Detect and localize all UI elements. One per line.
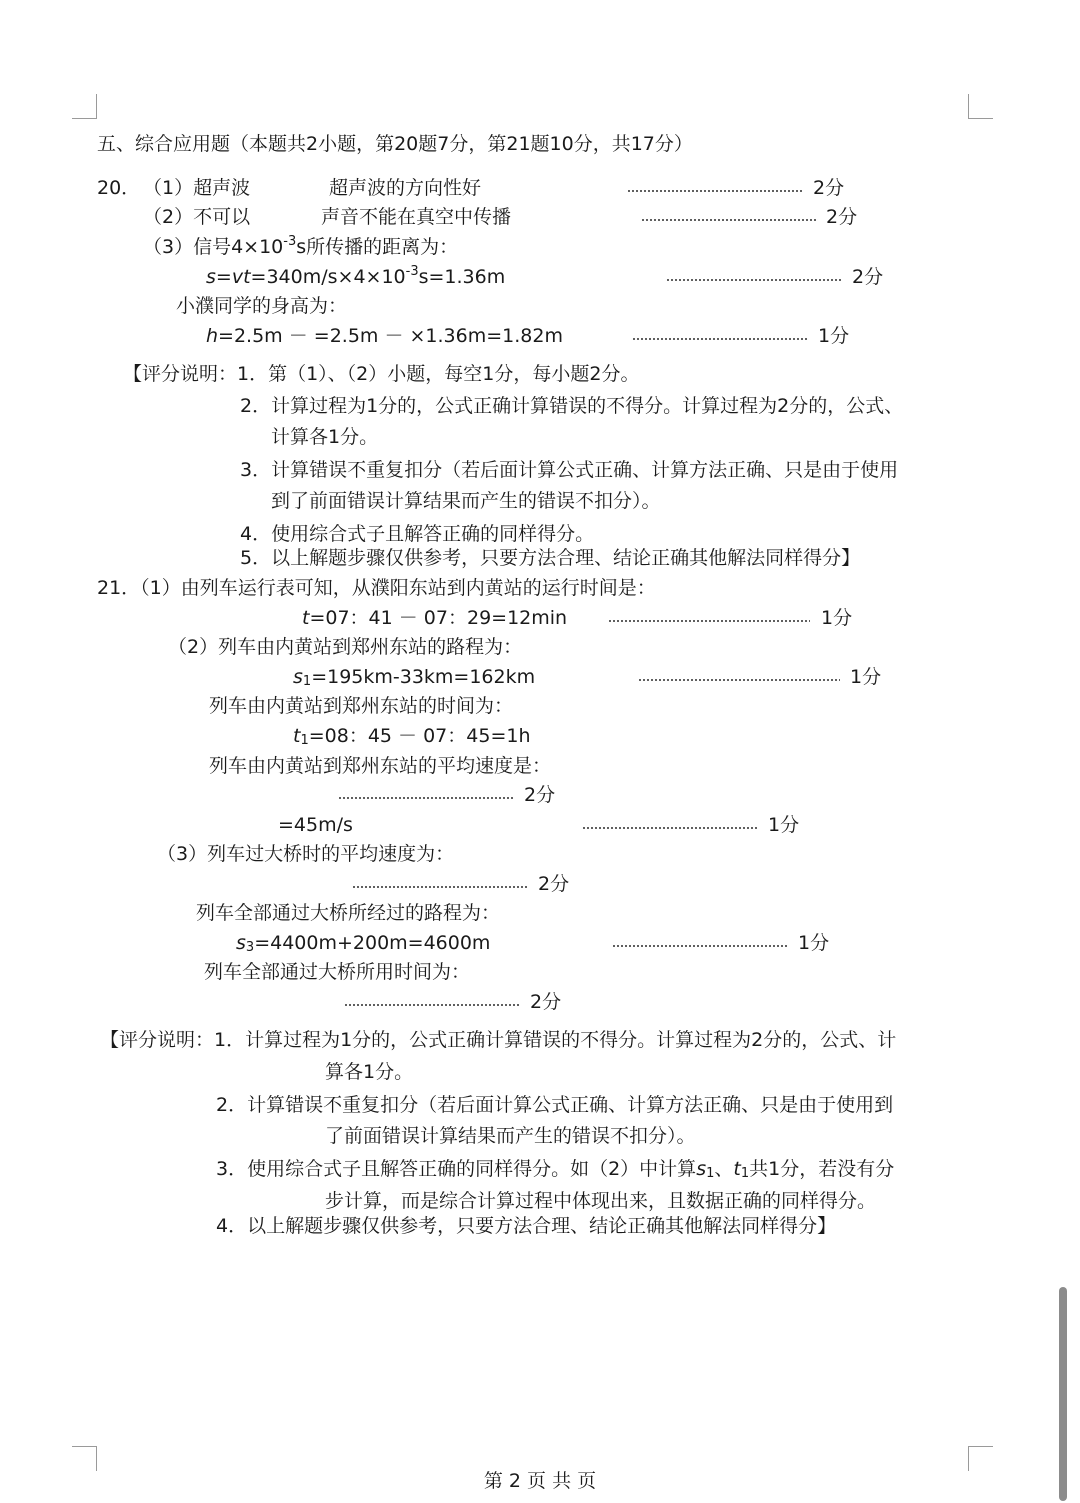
- q20-scoring-note-3: 3．计算错误不重复扣分（若后面计算公式正确、计算方法正确、只是由于使用: [240, 459, 899, 481]
- q20-distance-score: 2分: [852, 266, 884, 288]
- q21-time-formula: t=07：41 － 07：29=12min: [302, 607, 568, 629]
- q21-time-score: 1分: [821, 607, 853, 629]
- q21-scoring-note-1: 【评分说明：1．计算过程为1分的，公式正确计算错误的不得分。计算过程为2分的，公式、计: [100, 1029, 897, 1051]
- q21-scoring-note-4: 4．以上解题步骤仅供参考，只要方法合理、结论正确其他解法同样得分】: [216, 1215, 837, 1237]
- q20-part2-reason: 声音不能在真空中传播: [321, 206, 512, 228]
- vertical-scrollbar[interactable]: [1059, 1287, 1067, 1501]
- q21-speed-result-score: 1分: [768, 814, 800, 836]
- q21-t1-formula: $t_1=08$：45 － 07：45=1h: [293, 725, 531, 748]
- score-leader-dots: [638, 679, 840, 681]
- q20-scoring-note-5: 5．以上解题步骤仅供参考，只要方法合理、结论正确其他解法同样得分】: [240, 547, 861, 569]
- score-leader-dots: [352, 886, 528, 888]
- q21-part1-intro: 21．（1）由列车运行表可知，从濮阳东站到内黄站的运行时间是：: [97, 577, 656, 599]
- q20-part1-score: 2分: [813, 177, 845, 199]
- q21-time-intro: 列车由内黄站到郑州东站的时间为：: [209, 695, 514, 717]
- q20-part1-reason: 超声波的方向性好: [329, 177, 482, 199]
- q21-total-time-score: 2分: [530, 991, 562, 1013]
- q21-s1-score: 1分: [850, 666, 882, 688]
- q20-number: 20．: [97, 177, 141, 199]
- score-leader-dots: [627, 190, 803, 192]
- q21-scoring-note-3: 3．使用综合式子且解答正确的同样得分。如（2）中计算$s_1$、$t_1$共1分，若没有分: [216, 1158, 895, 1181]
- q21-s1-formula: $s_1=195km-33km=162km$: [293, 666, 536, 689]
- score-leader-dots: [344, 1004, 520, 1006]
- q20-scoring-note-2-cont: 计算各1分。: [271, 426, 379, 448]
- q21-scoring-note-2: 2．计算错误不重复扣分（若后面计算公式正确、计算方法正确、只是由于使用到: [216, 1094, 894, 1116]
- q20-part2-answer: （2）不可以: [143, 206, 251, 228]
- q20-scoring-note-2: 2．计算过程为1分的，公式正确计算错误的不得分。计算过程为2分的，公式、: [240, 395, 904, 417]
- q20-part2-score: 2分: [826, 206, 858, 228]
- q20-height-score: 1分: [818, 325, 850, 347]
- q20-scoring-note-4: 4．使用综合式子且解答正确的同样得分。: [240, 523, 595, 545]
- crop-mark-top-right: [968, 94, 993, 119]
- section-title: 五、综合应用题（本题共2小题，第20题7分，第21题10分，共17分）: [97, 133, 693, 155]
- q20-part1-answer: （1）超声波: [143, 177, 251, 199]
- q20-scoring-note-3-cont: 到了前面错误计算结果而产生的错误不扣分）。: [271, 490, 661, 512]
- q21-avg-speed-score: 2分: [524, 784, 556, 806]
- q21-scoring-note-1-cont: 算各1分。: [325, 1061, 414, 1083]
- q21-speed-result: =45m/s: [278, 814, 353, 836]
- q21-part3-score: 2分: [538, 873, 570, 895]
- q21-part2-intro: （2）列车由内黄站到郑州东站的路程为：: [168, 636, 523, 658]
- q20-part3-intro: （3）信号$4\times 10^{-3}s$所传播的距离为：: [143, 234, 459, 258]
- q21-scoring-note-2-cont: 了前面错误计算结果而产生的错误不扣分）。: [325, 1125, 696, 1147]
- score-leader-dots: [641, 219, 816, 221]
- q21-avg-speed-intro: 列车由内黄站到郑州东站的平均速度是：: [209, 755, 552, 777]
- score-leader-dots: [582, 827, 758, 829]
- q21-part3-intro: （3）列车过大桥时的平均速度为：: [157, 843, 455, 865]
- score-leader-dots: [666, 279, 842, 281]
- q20-scoring-note-1: 【评分说明：1．第（1）、（2）小题，每空1分，每小题2分。: [123, 363, 640, 385]
- page-footer: 第 2 页 共 页: [483, 1470, 597, 1492]
- score-leader-dots: [338, 797, 514, 799]
- score-leader-dots: [612, 945, 788, 947]
- q20-height-formula: h=2.5m － =2.5m － ×1.36m=1.82m: [206, 325, 563, 347]
- q21-scoring-note-3-cont: 步计算，而是综合计算过程中体现出来，且数据正确的同样得分。: [325, 1190, 877, 1212]
- q20-distance-formula: $s=vt=340m/s\times 4\times 10^{-3}s=1.36m$: [206, 264, 506, 288]
- q21-distance-intro: 列车全部通过大桥所经过的路程为：: [196, 902, 501, 924]
- q21-total-time-intro: 列车全部通过大桥所用时间为：: [204, 961, 471, 983]
- q20-height-intro: 小濮同学的身高为：: [176, 295, 348, 317]
- q21-s3-formula: $s_3=4400m+200m=4600m$: [236, 932, 491, 955]
- score-leader-dots: [608, 620, 810, 622]
- q21-s3-score: 1分: [798, 932, 830, 954]
- score-leader-dots: [632, 338, 808, 340]
- crop-mark-top-left: [72, 94, 97, 119]
